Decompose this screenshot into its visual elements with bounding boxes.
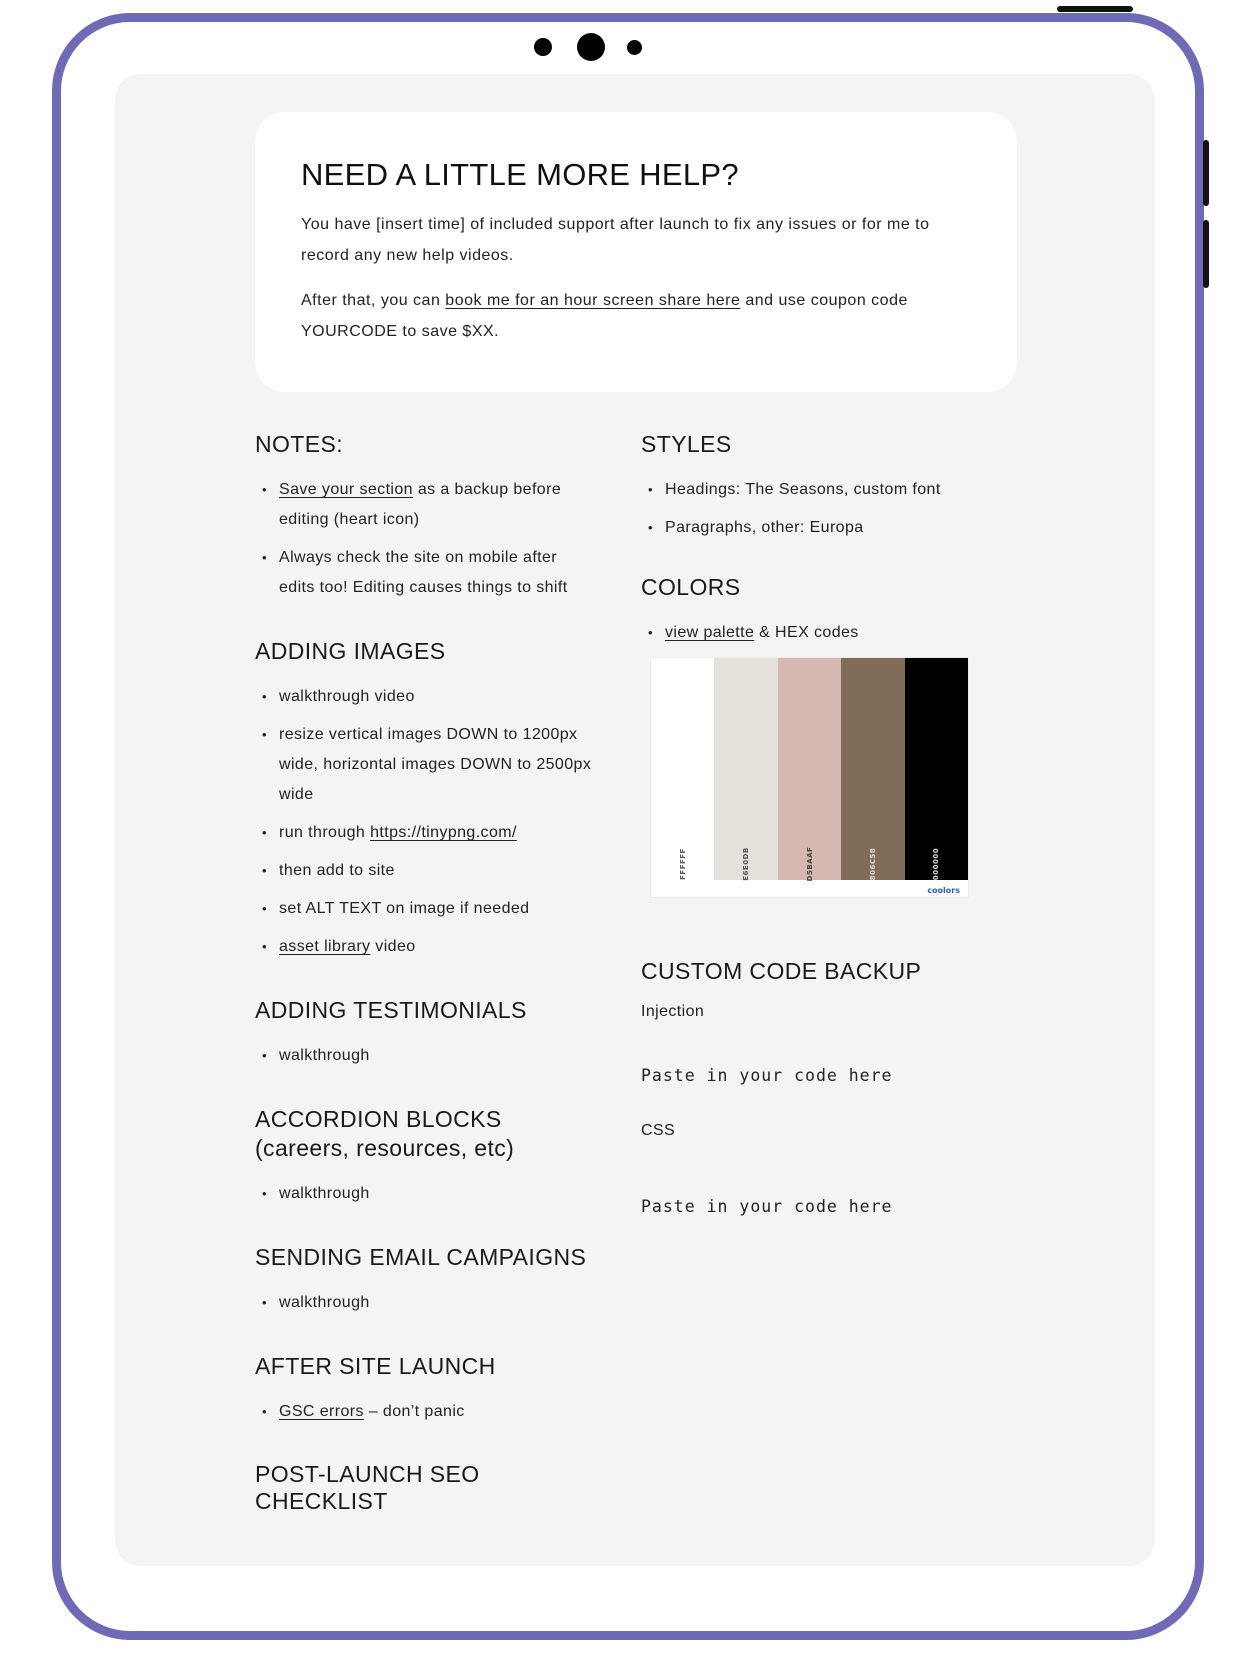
right-column [641, 430, 981, 1216]
adding-images-heading: ADDING IMAGES [255, 638, 446, 664]
accordion-blocks-heading: ACCORDION BLOCKS (careers, resources, etc) [255, 1106, 515, 1161]
camera-lens [577, 33, 605, 61]
list-item [279, 818, 595, 848]
color-swatch [905, 658, 968, 880]
css-code: Paste in your code here [641, 1197, 893, 1216]
swatch-hex-label: E6E0DB [742, 847, 751, 881]
list-text: – don’t panic [363, 1403, 465, 1420]
color-swatch [841, 658, 904, 880]
view-palette-link[interactable]: view palette [665, 624, 755, 641]
list-item: • walkthrough [279, 1041, 595, 1071]
seo-checklist-heading: POST-LAUNCH SEO CHECKLIST [255, 1461, 480, 1514]
volume-down-button [1203, 220, 1209, 288]
list-item: • walkthrough video [279, 682, 595, 712]
list-text: run through [279, 824, 371, 841]
help-card [255, 112, 1017, 392]
swatch-hex-label: D5BAAF [805, 846, 814, 882]
injection-code: Paste in your code here [641, 1066, 893, 1085]
list-item: • walkthrough [279, 1179, 595, 1209]
styles-heading: STYLES [641, 431, 732, 457]
css-label: CSS [641, 1122, 676, 1139]
list-item [279, 1397, 595, 1427]
power-button [1057, 6, 1133, 12]
list-item: • resize vertical images DOWN to 1200px wide, horizontal images DOWN to 2500px wide [279, 720, 595, 810]
help-title: NEED A LITTLE MORE HELP? [301, 157, 739, 192]
save-section-link[interactable]: Save your section [279, 481, 413, 498]
custom-code-heading: CUSTOM CODE BACKUP [641, 958, 922, 984]
list-item: • Paragraphs, other: Europa [665, 513, 981, 543]
accordion-list [255, 1179, 595, 1209]
list-item [279, 932, 595, 962]
swatch-hex-label: 000000 [932, 847, 941, 881]
list-text: & HEX codes [754, 624, 859, 641]
list-item: • set ALT TEXT on image if needed [279, 894, 595, 924]
swatch-hex-label: FFFFFF [678, 848, 687, 880]
asset-library-link[interactable]: asset library [279, 938, 371, 955]
help-text: and use coupon code YOURCODE to save $XX. [301, 292, 908, 341]
notes-heading: NOTES: [255, 431, 344, 457]
after-launch-list [255, 1397, 595, 1427]
left-column [255, 430, 595, 1531]
adding-images-list [255, 682, 595, 962]
adding-testimonials-heading: ADDING TESTIMONIALS [255, 997, 527, 1023]
notes-list [255, 475, 595, 603]
list-item: • walkthrough [279, 1288, 595, 1318]
swatch-hex-label: 806C58 [868, 847, 877, 881]
list-item: • Headings: The Seasons, custom font [665, 475, 981, 505]
after-launch-heading: AFTER SITE LAUNCH [255, 1353, 496, 1379]
book-screen-share-link[interactable]: book me for an hour screen share here [445, 292, 741, 310]
list-item: • then add to site [279, 856, 595, 886]
list-item [665, 618, 981, 648]
color-swatch [778, 658, 841, 880]
coolors-logo: coolors [927, 886, 960, 895]
help-paragraph-support: You have [insert time] of included support after launch to fix any issues or for me to record any new help videos. [301, 216, 930, 265]
list-text: as a backup before editing (heart icon) [279, 481, 562, 528]
colors-list [641, 618, 981, 648]
help-text: After that, you can [301, 292, 446, 310]
injection-label: Injection [641, 1003, 705, 1020]
colors-heading: COLORS [641, 574, 741, 600]
list-item: • Always check the site on mobile after edits too! Editing causes things to shift [279, 543, 595, 603]
list-text: video [370, 938, 416, 955]
volume-up-button [1203, 140, 1209, 206]
styles-list [641, 475, 981, 543]
gsc-errors-link[interactable]: GSC errors [279, 1403, 364, 1420]
tinypng-link[interactable]: https://tinypng.com/ [370, 824, 517, 841]
palette-swatches [651, 658, 968, 880]
help-paragraph-booking [301, 285, 971, 347]
color-swatch [714, 658, 777, 880]
email-campaigns-heading: SENDING EMAIL CAMPAIGNS [255, 1244, 587, 1270]
color-palette-image [651, 658, 968, 897]
testimonials-list [255, 1041, 595, 1071]
screen [115, 74, 1155, 1566]
color-swatch [651, 658, 714, 880]
sensor-dot-left [534, 38, 552, 56]
list-item [279, 475, 595, 535]
email-list [255, 1288, 595, 1318]
sensor-dot-right [627, 40, 642, 55]
